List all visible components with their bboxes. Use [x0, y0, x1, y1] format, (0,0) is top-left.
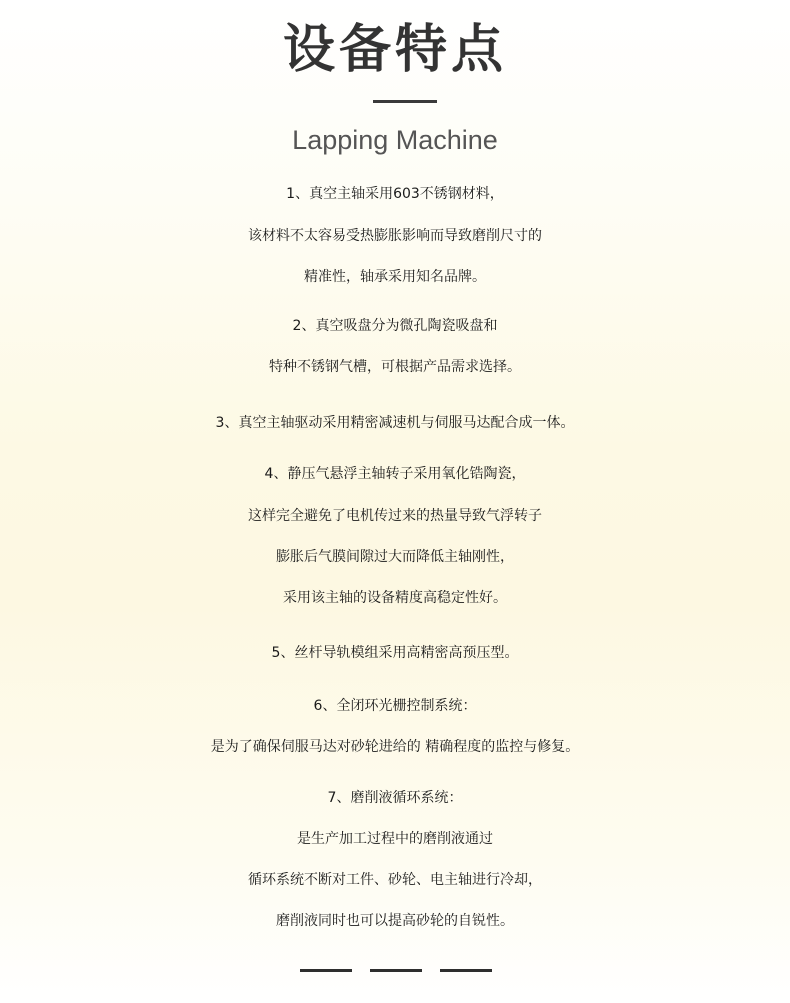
feature-2-line-1: 2、真空吸盘分为微孔陶瓷吸盘和: [292, 318, 498, 334]
feature-7-line-1: 7、磨削液循环系统：: [327, 790, 463, 806]
feature-1-line-1: 1、真空主轴采用603不锈钢材料，: [286, 186, 504, 202]
feature-7-line-2: 是生产加工过程中的磨削液通过: [297, 831, 493, 847]
divider-dash: [370, 969, 422, 972]
feature-1-line-3: 精准性，轴承采用知名品牌。: [304, 269, 486, 285]
title-divider: [373, 100, 437, 103]
feature-3-line-1: 3、真空主轴驱动采用精密减速机与伺服马达配合成一体。: [215, 415, 575, 431]
page-title: 设备特点: [282, 20, 507, 80]
feature-4-line-3: 膨胀后气膜间隙过大而降低主轴刚性，: [276, 549, 514, 565]
feature-7-line-4: 磨削液同时也可以提高砂轮的自锐性。: [276, 913, 514, 929]
page-subtitle: Lapping Machine: [292, 125, 498, 155]
divider-dash: [440, 969, 492, 972]
feature-6-line-1: 6、全闭环光栅控制系统：: [313, 698, 477, 714]
feature-2-line-2: 特种不锈钢气槽，可根据产品需求选择。: [269, 359, 521, 375]
feature-4-line-2: 这样完全避免了电机传过来的热量导致气浮转子: [248, 508, 542, 524]
feature-1-line-2: 该材料不太容易受热膨胀影响而导致磨削尺寸的: [248, 228, 542, 244]
feature-6-line-2: 是为了确保伺服马达对砂轮进给的 精确程度的监控与修复。: [210, 739, 580, 755]
bottom-divider: [0, 969, 790, 973]
feature-4-line-1: 4、静压气悬浮主轴转子采用氧化锆陶瓷，: [264, 466, 526, 482]
feature-7-line-3: 循环系统不断对工件、砂轮、电主轴进行冷却，: [248, 872, 542, 888]
feature-4-line-4: 采用该主轴的设备精度高稳定性好。: [283, 590, 507, 606]
divider-dash: [300, 969, 352, 972]
feature-5-line-1: 5、丝杆导轨模组采用高精密高预压型。: [271, 645, 519, 661]
